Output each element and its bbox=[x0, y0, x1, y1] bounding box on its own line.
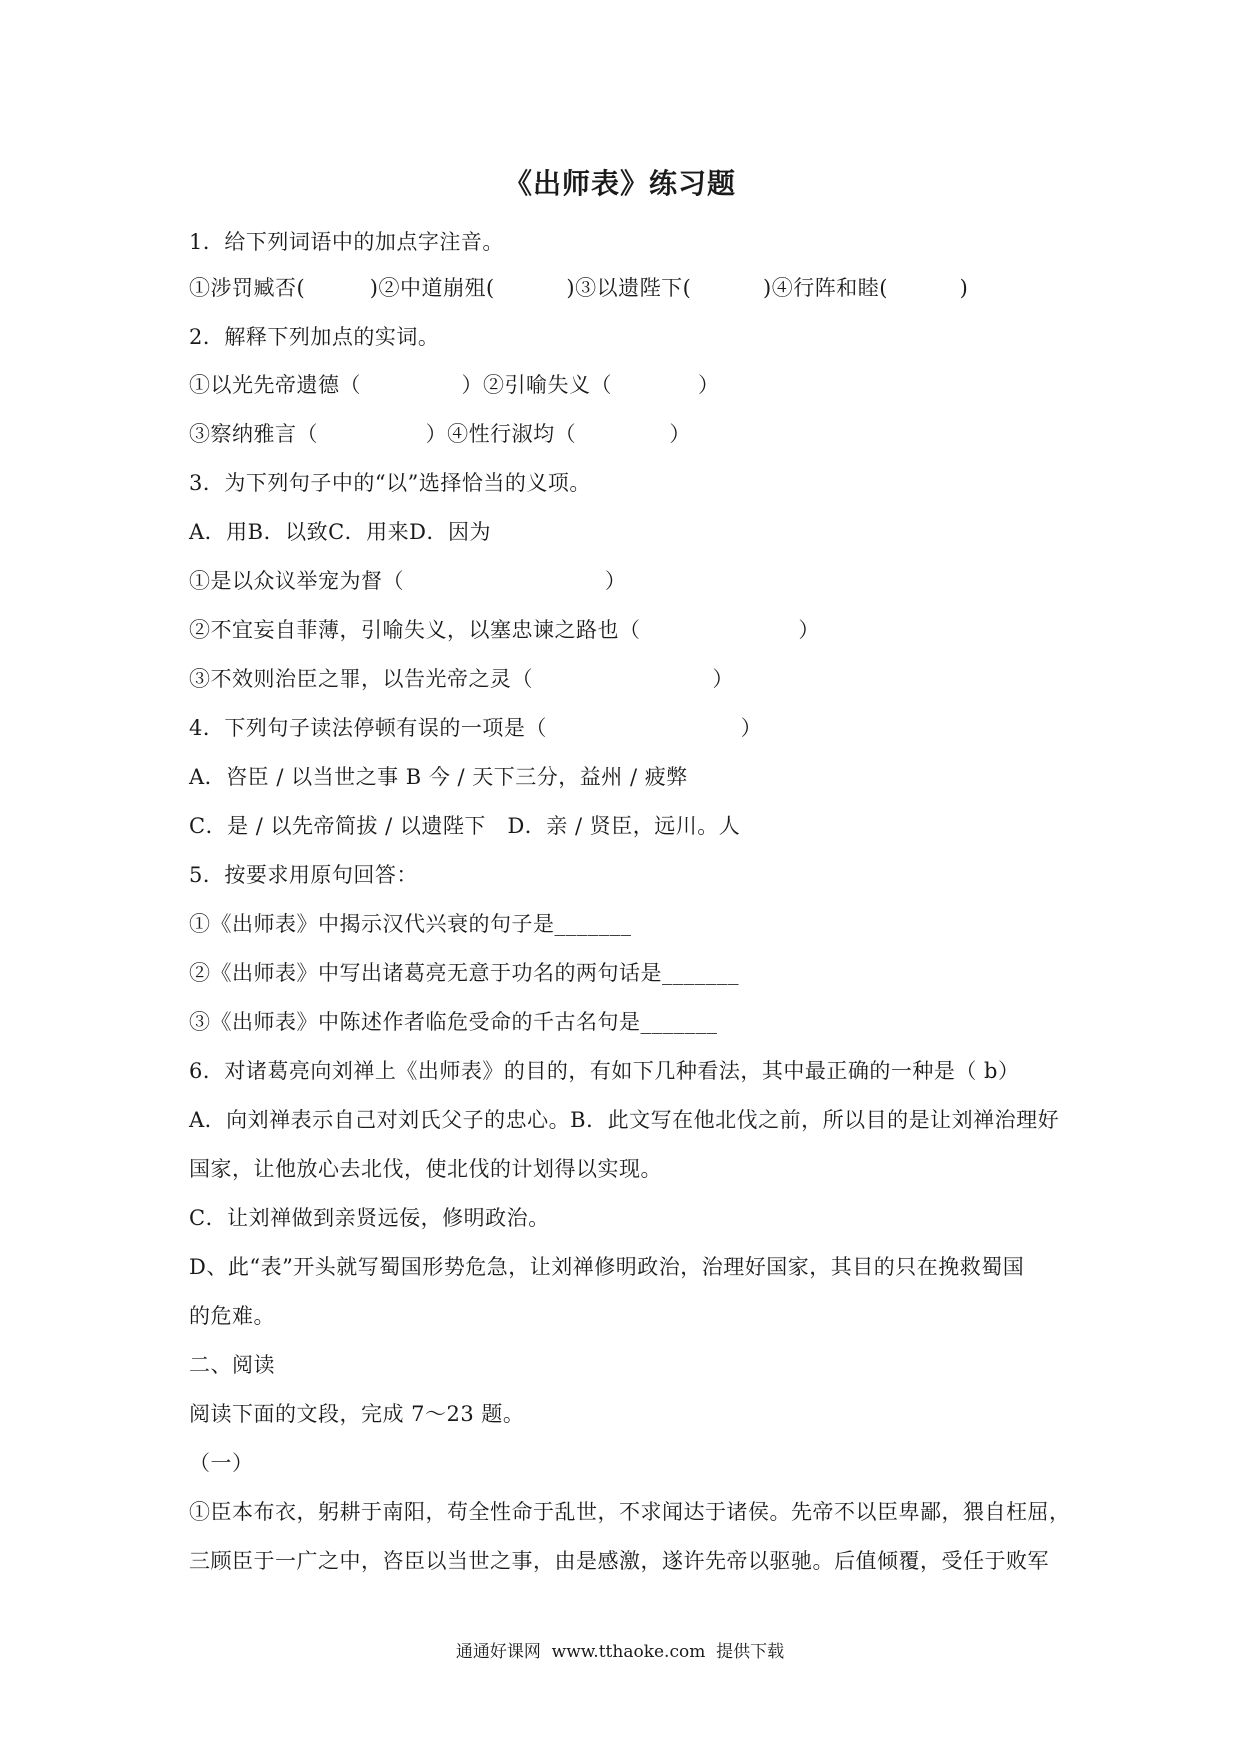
reading-instruction: 阅读下面的文段，完成 7～23 题。 bbox=[189, 1402, 525, 1426]
section-reading: 二、阅读 bbox=[189, 1353, 275, 1377]
question-1: 1．给下列词语中的加点字注音。 bbox=[189, 230, 504, 254]
question-3: 3．为下列句子中的“以”选择恰当的义项。 bbox=[189, 471, 591, 495]
page-footer: 通通好课网 www.tthaoke.com 提供下载 bbox=[455, 1642, 785, 1662]
question-3-item-3: ③不效则治臣之罪，以告光帝之灵（ ） bbox=[189, 667, 734, 691]
question-5: 5．按要求用原句回答： bbox=[189, 863, 418, 887]
question-1-items: ①涉罚臧否( )②中道崩殂( )③以遗陛下( )④行阵和睦( ) bbox=[189, 276, 969, 300]
question-2-items-a: ①以光先帝遗德（ ）②引喻失义（ ） bbox=[189, 373, 720, 397]
question-5-item-2: ②《出师表》中写出诸葛亮无意于功名的两句话是_______ bbox=[189, 961, 739, 985]
question-4: 4．下列句子读法停顿有误的一项是（ ） bbox=[189, 716, 763, 740]
question-2: 2．解释下列加点的实词。 bbox=[189, 325, 440, 349]
question-6-option-c: C．让刘禅做到亲贤远佞，修明政治。 bbox=[189, 1206, 550, 1230]
question-6-option-b-cont: 国家，让他放心去北伐，使北伐的计划得以实现。 bbox=[189, 1157, 662, 1181]
question-6-option-d: D、此“表”开头就写蜀国形势危急，让刘禅修明政治，治理好国家，其目的只在挽救蜀国 bbox=[189, 1255, 1025, 1279]
question-3-options: A．用B．以致C．用来D．因为 bbox=[189, 520, 492, 544]
question-6: 6．对诸葛亮向刘禅上《出师表》的目的，有如下几种看法，其中最正确的一种是（ b） bbox=[189, 1059, 1020, 1083]
question-3-item-1: ①是以众议举宠为督（ ） bbox=[189, 569, 627, 593]
question-6-option-ab: A．向刘禅表示自己对刘氏父子的忠心。B．此文写在他北伐之前，所以目的是让刘禅治理好 bbox=[189, 1108, 1060, 1132]
reading-passage-line-2: 三顾臣于一广之中，咨臣以当世之事，由是感激，遂许先帝以驱驰。后值倾覆，受任于败军 bbox=[189, 1549, 1049, 1573]
question-5-item-1: ①《出师表》中揭示汉代兴衰的句子是_______ bbox=[189, 912, 632, 936]
question-6-option-d-cont: 的危难。 bbox=[189, 1304, 275, 1328]
question-4-options-a: A．咨臣 / 以当世之事 B 今 / 天下三分，益州 / 疲弊 bbox=[189, 765, 688, 789]
question-4-options-b: C．是 / 以先帝简拔 / 以遗陛下 D．亲 / 贤臣，远川。人 bbox=[189, 814, 741, 838]
question-5-item-3: ③《出师表》中陈述作者临危受命的千古名句是_______ bbox=[189, 1010, 718, 1034]
reading-part-1: （一） bbox=[189, 1451, 254, 1475]
question-3-item-2: ②不宜妄自菲薄，引喻失义，以塞忠谏之路也（ ） bbox=[189, 618, 820, 642]
page-title: 《出师表》练习题 bbox=[503, 167, 736, 200]
question-2-items-b: ③察纳雅言（ ）④性行淑均（ ） bbox=[189, 422, 691, 446]
reading-passage-line-1: ①臣本布衣，躬耕于南阳，苟全性命于乱世，不求闻达于诸侯。先帝不以臣卑鄙，猥自枉屈， bbox=[189, 1500, 1071, 1524]
